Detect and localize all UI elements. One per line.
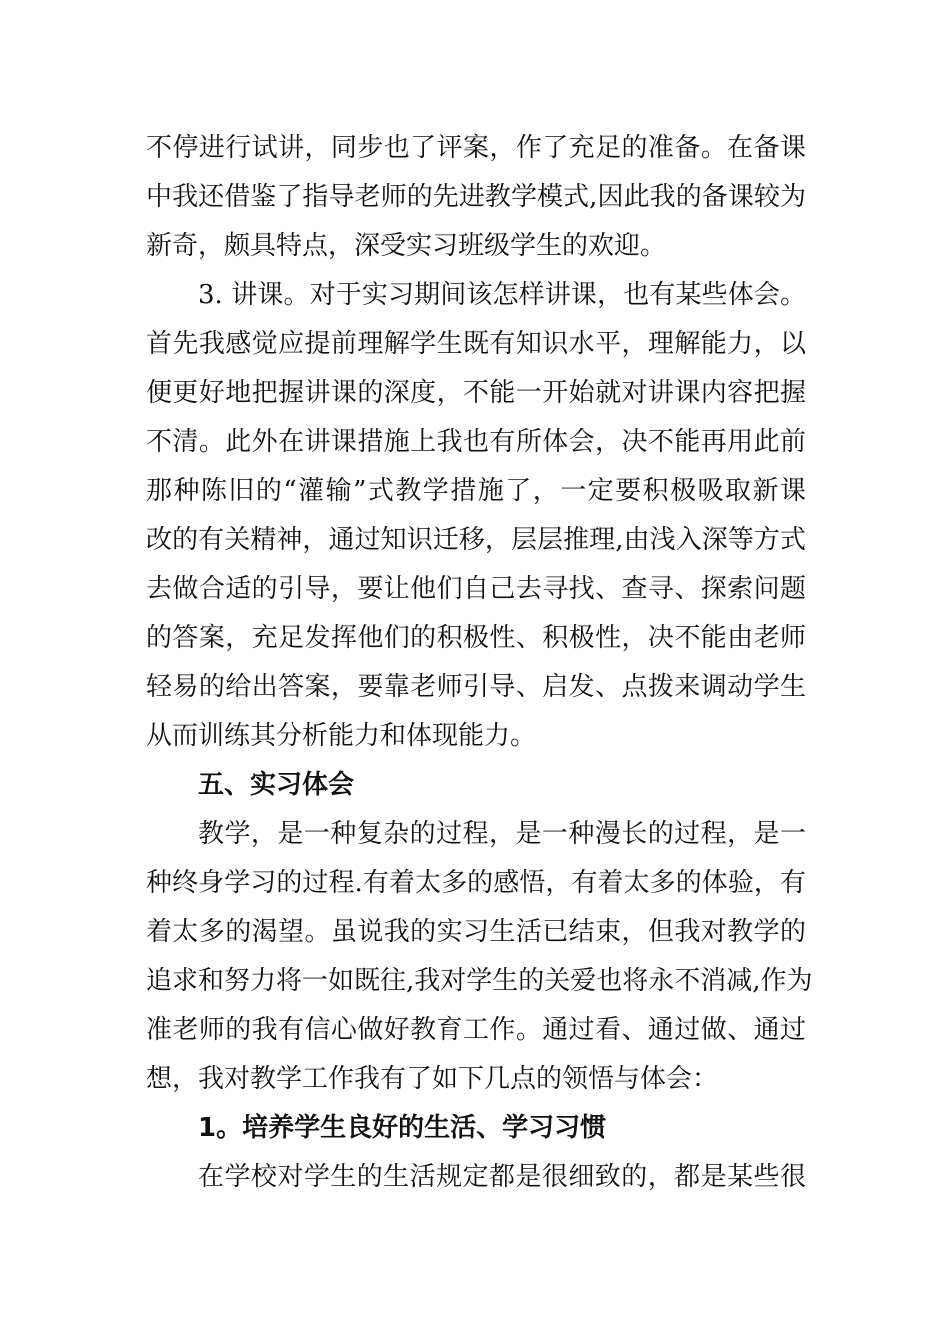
- paragraph-line: 教学，是一种复杂的过程，是一种漫长的过程，是一: [198, 819, 806, 849]
- paragraph-line: 想，我对教学工作我有了如下几点的领悟与体会：: [146, 1064, 719, 1094]
- paragraph-line: 从而训练其分析能力和体现能力。: [146, 721, 537, 751]
- paragraph-line: 3. 讲课。对于实习期间该怎样讲课，也有某些体会。: [198, 280, 806, 310]
- paragraph-line: 首先我感觉应提前理解学生既有知识水平，理解能力，以: [146, 329, 806, 359]
- paragraph-line: 那种陈旧的“灌输”式教学措施了，一定要积极吸取新课: [146, 476, 806, 506]
- paragraph-line: 准老师的我有信心做好教育工作。通过看、通过做、通过: [146, 1015, 806, 1045]
- paragraph-line: 新奇，颇具特点，深受实习班级学生的欢迎。: [146, 231, 667, 261]
- paragraph-line: 追求和努力将一如既往,我对学生的关爱也将永不消减,作为: [146, 966, 813, 996]
- paragraph-line: 的答案，充足发挥他们的积极性、积极性，决不能由老师: [146, 623, 806, 653]
- paragraph-line: 在学校对学生的生活规定都是很细致的，都是某些很: [198, 1162, 806, 1192]
- paragraph-line: 改的有关精神，通过知识迁移，层层推理,由浅入深等方式: [146, 525, 806, 555]
- section-heading: 五、实习体会: [198, 770, 355, 800]
- paragraph-line: 便更好地把握讲课的深度，不能一开始就对讲课内容把握: [146, 378, 806, 408]
- paragraph-line: 去做合适的引导，要让他们自己去寻找、查寻、探索问题: [146, 574, 806, 604]
- paragraph-line: 种终身学习的过程.有着太多的感悟，有着太多的体验，有: [146, 868, 806, 898]
- paragraph-line: 着太多的渴望。虽说我的实习生活已结束，但我对教学的: [146, 917, 806, 947]
- paragraph-line: 中我还借鉴了指导老师的先进教学模式,因此我的备课较为: [146, 182, 806, 212]
- document-body: [146, 124, 813, 1202]
- paragraph-line: 轻易的给出答案，要靠老师引导、启发、点拨来调动学生: [146, 672, 806, 702]
- sub-heading: 1。培养学生良好的生活、学习习惯: [198, 1113, 607, 1143]
- paragraph-line: 不停进行试讲，同步也了评案，作了充足的准备。在备课: [146, 133, 806, 163]
- paragraph-line: 不清。此外在讲课措施上我也有所体会，决不能再用此前: [146, 427, 806, 457]
